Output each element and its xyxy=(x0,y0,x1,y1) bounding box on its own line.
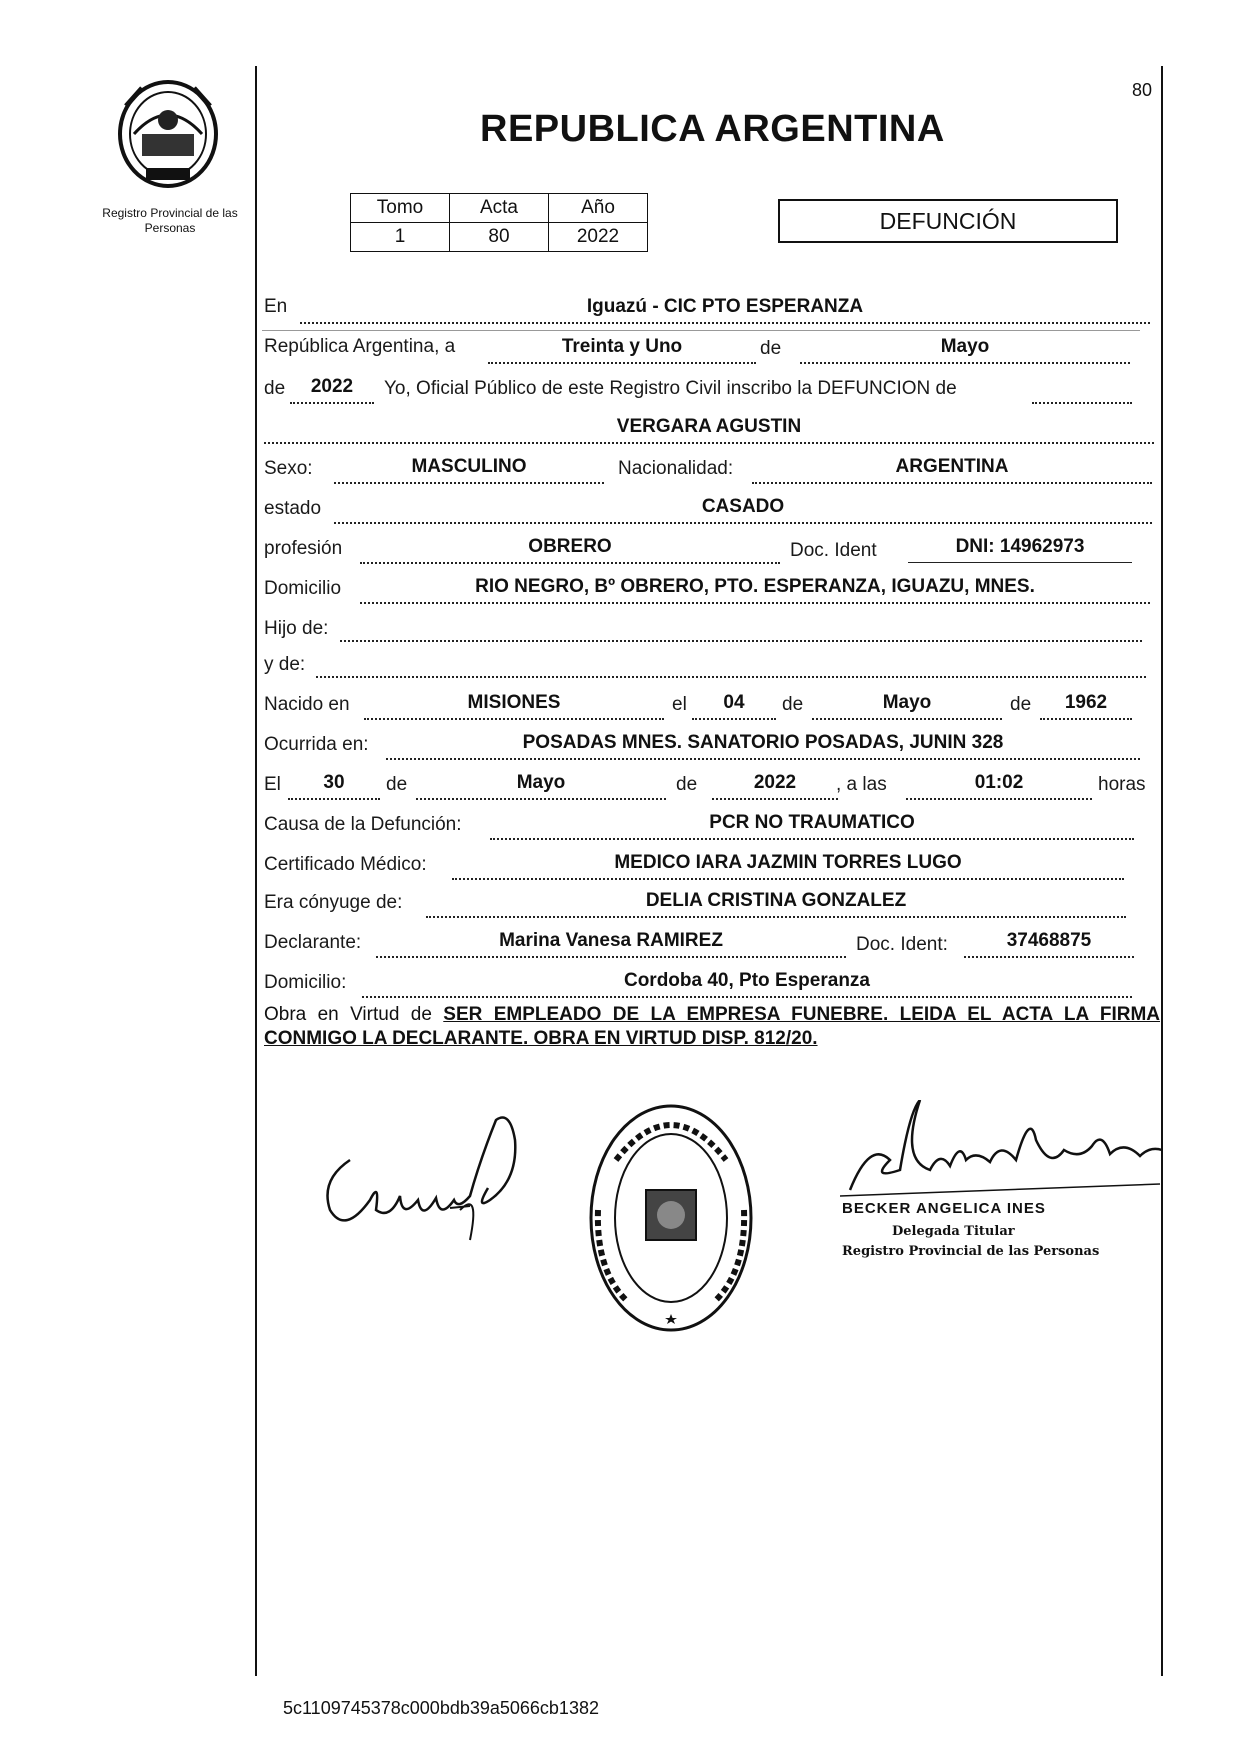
decl-doc-label: Doc. Ident: xyxy=(856,934,948,955)
obra-text: SER EMPLEADO DE LA EMPRESA FUNEBRE. LEIDA EL ACTA LA FIRMA CONMIGO LA DECLARANTE. OBRA EN VIRTUD DISP. 812/20. xyxy=(264,1004,1161,1049)
row-rule xyxy=(262,330,1140,331)
page-title: REPUBLICA ARGENTINA xyxy=(480,108,945,150)
crest-emblem xyxy=(112,76,224,188)
registry-name: Registro Provincial de las Personas xyxy=(102,206,238,235)
causa-label: Causa de la Defunción: xyxy=(264,814,462,835)
declarant-signature xyxy=(310,1100,560,1250)
domicilio-value: RIO NEGRO, Bº OBRERO, PTO. ESPERANZA, IGUAZU, MNES. xyxy=(475,576,1035,597)
left-border xyxy=(255,66,257,1676)
decl-doc-value: 37468875 xyxy=(1006,930,1092,951)
declarante-value: Marina Vanesa RAMIREZ xyxy=(499,930,723,951)
nacido-value: MISIONES xyxy=(467,692,561,713)
year-line xyxy=(290,402,374,404)
official-stamp xyxy=(586,1100,756,1336)
hora-value: 01:02 xyxy=(974,772,1024,793)
def-mes-value: Mayo xyxy=(516,772,566,793)
conyuge-value: DELIA CRISTINA GONZALEZ xyxy=(645,890,907,911)
right-border xyxy=(1161,66,1163,1676)
profesion-label: profesión xyxy=(264,538,343,559)
profesion-line xyxy=(360,562,780,564)
official-signature xyxy=(840,1100,1170,1210)
conyuge-line xyxy=(426,916,1126,918)
ocurrida-line xyxy=(386,758,1140,760)
decl-doc-line xyxy=(964,956,1134,958)
decl-dom-value: Cordoba 40, Pto Esperanza xyxy=(623,970,870,991)
decl-dom-line xyxy=(362,996,1132,998)
nacionalidad-line xyxy=(752,482,1152,484)
tomo-label: Tomo xyxy=(351,194,450,223)
def-de2-label: de xyxy=(676,774,698,795)
anio-value: 2022 xyxy=(549,223,648,252)
horas-label: horas xyxy=(1098,774,1146,795)
def-el-label: El xyxy=(264,774,281,795)
obra-label: Obra en Virtud de xyxy=(264,1004,432,1025)
en-value: Iguazú - CIC PTO ESPERANZA xyxy=(586,296,864,317)
acta-value: 80 xyxy=(450,223,549,252)
day-line xyxy=(488,362,756,364)
y-de-line xyxy=(316,676,1146,678)
name-line xyxy=(264,442,1154,444)
causa-value: PCR NO TRAUMATICO xyxy=(709,812,915,833)
def-anio-value: 2022 xyxy=(753,772,797,793)
anio-label: Año xyxy=(549,194,648,223)
page-number: 80 xyxy=(1132,80,1153,100)
nac-el-label: el xyxy=(672,694,687,715)
day-text: Treinta y Uno xyxy=(561,336,683,357)
official-stamp-seal xyxy=(586,1100,756,1336)
document-hash: 5c1109745378c000bdb39a5066cb1382 xyxy=(283,1698,599,1718)
estado-line xyxy=(334,522,1152,524)
y-de-label: y de: xyxy=(264,654,306,675)
decl-dom-label: Domicilio: xyxy=(264,972,347,993)
official-name: BECKER ANGELICA INES xyxy=(842,1200,1046,1217)
acta-label: Acta xyxy=(450,194,549,223)
document-type: DEFUNCIÓN xyxy=(778,199,1118,243)
de-year-label: de xyxy=(264,378,286,399)
nac-de2-label: de xyxy=(1010,694,1032,715)
declarant-signature-drawing xyxy=(310,1100,560,1250)
nac-anio-line xyxy=(1040,718,1132,720)
nacido-label: Nacido en xyxy=(264,694,350,715)
def-de1-label: de xyxy=(386,774,408,795)
def-dia-line xyxy=(288,798,380,800)
def-anio-line xyxy=(712,798,838,800)
de-label: de xyxy=(760,338,782,359)
hijo-de-label: Hijo de: xyxy=(264,618,329,639)
nac-dia-value: 04 xyxy=(723,692,745,713)
nac-anio-value: 1962 xyxy=(1064,692,1108,713)
sexo-line xyxy=(334,482,604,484)
hijo-de-line xyxy=(340,640,1142,642)
nac-mes-value: Mayo xyxy=(882,692,932,713)
yo-text: Yo, Oficial Público de este Registro Civil inscribo la DEFUNCION de xyxy=(384,378,957,399)
ocurrida-value: POSADAS MNES. SANATORIO POSADAS, JUNIN 328 xyxy=(522,732,1004,753)
deceased-name: VERGARA AGUSTIN xyxy=(616,416,802,437)
domicilio-line xyxy=(360,602,1150,604)
province-crest xyxy=(112,76,224,188)
cert-line xyxy=(452,878,1124,880)
rep-label: República Argentina, a xyxy=(264,336,456,357)
cert-label: Certificado Médico: xyxy=(264,854,427,875)
month-line xyxy=(800,362,1130,364)
en-label: En xyxy=(264,296,288,317)
official-title: Delegada Titular xyxy=(892,1224,1015,1239)
cert-value: MEDICO IARA JAZMIN TORRES LUGO xyxy=(614,852,962,873)
nacionalidad-label: Nacionalidad: xyxy=(618,458,734,479)
tomo-value: 1 xyxy=(351,223,450,252)
en-line xyxy=(300,322,1150,324)
estado-value: CASADO xyxy=(701,496,785,517)
nacido-line xyxy=(364,718,664,720)
causa-line xyxy=(490,838,1134,840)
alas-label: , a las xyxy=(836,774,887,795)
estado-label: estado xyxy=(264,498,322,519)
yo-line xyxy=(1032,402,1132,404)
official-org: Registro Provincial de las Personas xyxy=(842,1244,1100,1259)
record-table xyxy=(350,193,648,252)
def-dia-value: 30 xyxy=(323,772,345,793)
hora-line xyxy=(906,798,1092,800)
nacionalidad-value: ARGENTINA xyxy=(895,456,1009,477)
sexo-label: Sexo: xyxy=(264,458,313,479)
nac-mes-line xyxy=(812,718,1002,720)
sexo-value: MASCULINO xyxy=(411,456,527,477)
doc-ident-line xyxy=(908,562,1132,563)
month-text: Mayo xyxy=(940,336,990,357)
profesion-value: OBRERO xyxy=(528,536,612,557)
official-signature-drawing xyxy=(840,1100,1170,1210)
conyuge-label: Era cónyuge de: xyxy=(264,892,403,913)
obra-paragraph xyxy=(264,1003,1160,1051)
declarante-line xyxy=(376,956,846,958)
nac-de1-label: de xyxy=(782,694,804,715)
domicilio-label: Domicilio xyxy=(264,578,342,599)
doc-ident-value: DNI: 14962973 xyxy=(955,536,1085,557)
ocurrida-label: Ocurrida en: xyxy=(264,734,369,755)
year-value: 2022 xyxy=(310,376,354,397)
declarante-label: Declarante: xyxy=(264,932,362,953)
def-mes-line xyxy=(416,798,666,800)
doc-ident-label: Doc. Ident xyxy=(790,540,877,561)
nac-dia-line xyxy=(692,718,776,720)
